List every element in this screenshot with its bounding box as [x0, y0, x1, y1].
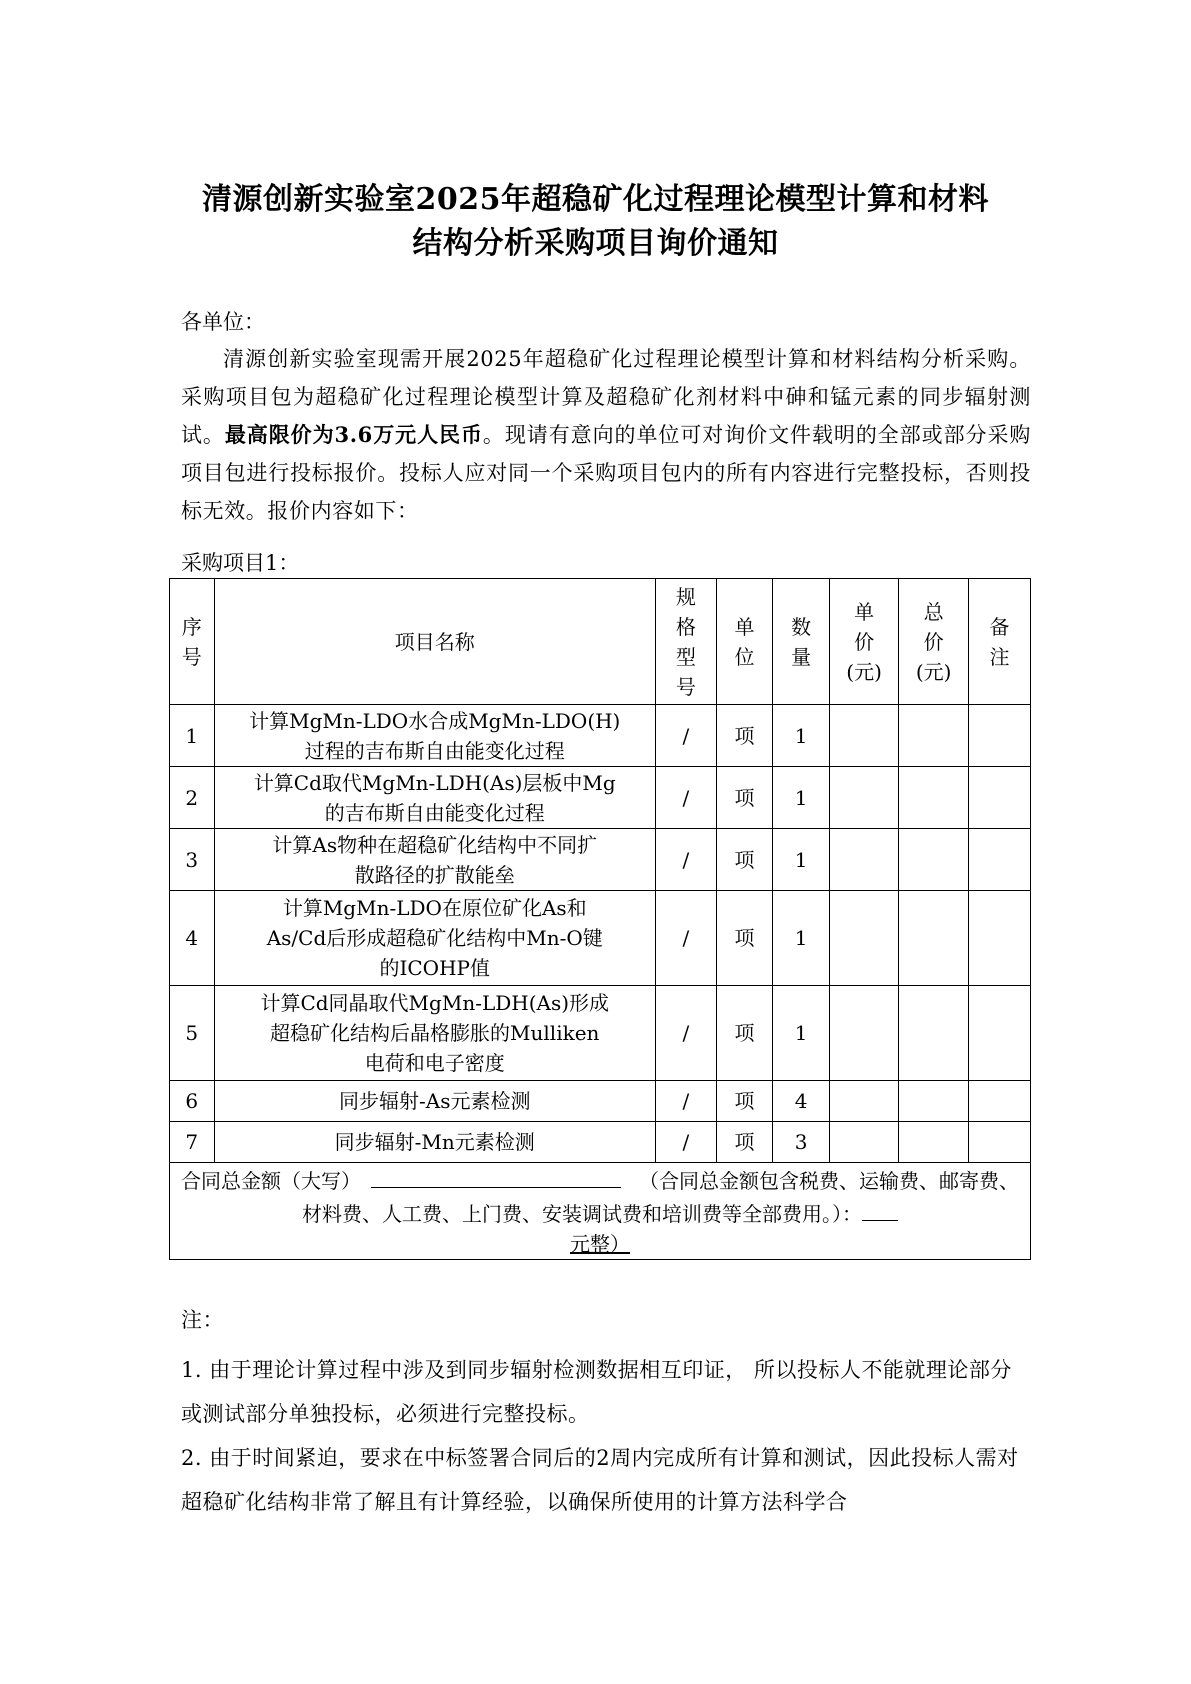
- contract-total-cell: [170, 1163, 1031, 1260]
- table-row: 2 计算Cd取代MgMn-LDH(As)层板中Mg 的吉布斯自由能变化过程 / 项 1: [170, 767, 1031, 829]
- table-row: 1 计算MgMn-LDO水合成MgMn-LDO(H) 过程的吉布斯自由能变化过程 / 项 1: [170, 705, 1031, 767]
- title-line-2: 结构分析采购项目询价通知: [412, 226, 779, 261]
- procurement-item-heading: 采购项目1：: [181, 551, 300, 575]
- header-unit-price: 单 价 (元): [829, 579, 899, 705]
- title-line-1: 清源创新实验室2025年超稳矿化过程理论模型计算和材料: [202, 182, 989, 217]
- table-header-row: [170, 579, 1031, 705]
- contract-total-label: 合同总金额（大写）: [181, 1169, 361, 1193]
- max-price-text: 最高限价为3.6万元人民币: [224, 422, 483, 447]
- quotation-table: [169, 578, 1031, 1260]
- intro-paragraph: [181, 340, 1031, 530]
- header-total-price: 总 价 (元): [899, 579, 969, 705]
- header-spec: 规 格 型 号: [655, 579, 716, 705]
- contract-total-row: [170, 1163, 1031, 1260]
- header-unit: 单 位: [716, 579, 773, 705]
- header-name: 项目名称: [214, 579, 655, 705]
- intro-text-1: 清源创新实验室现需开展2025年超稳矿化过程理论模型计算和材料结构分析采购。采购项目包为超稳矿化过程理论模型计算及超稳矿化剂材料中砷和锰元素的同步辐射测试。: [181, 347, 1031, 447]
- table-row: 5 计算Cd同晶取代MgMn-LDH(As)形成 超稳矿化结构后晶格膨胀的Mulliken 电荷和电子密度 / 项 1: [170, 986, 1031, 1081]
- table-row: 6 同步辐射-As元素检测 / 项 4: [170, 1081, 1031, 1122]
- header-qty: 数 量: [773, 579, 830, 705]
- header-seq: 序 号: [170, 579, 215, 705]
- table-row: 3 计算As物种在超稳矿化结构中不同扩 散路径的扩散能垒 / 项 1: [170, 829, 1031, 891]
- note-2: 2. 由于时间紧迫，要求在中标签署合同后的2周内完成所有计算和测试，因此投标人需对超稳矿化结构非常了解且有计算经验，以确保所使用的计算方法科学合: [181, 1446, 1019, 1514]
- amount-blank-small[interactable]: [862, 1196, 898, 1221]
- document-title: [150, 178, 1041, 266]
- contract-total-suffix: 元整）: [570, 1232, 630, 1256]
- greeting: 各单位：: [181, 310, 265, 334]
- contract-total-note: （合同总金额包含税费、运输费、邮寄费、材料费、人工费、上门费、安装调试费和培训费等全部费用。）：: [302, 1169, 1019, 1226]
- amount-blank[interactable]: [371, 1163, 621, 1188]
- table-row: 7 同步辐射-Mn元素检测 / 项 3: [170, 1122, 1031, 1163]
- table-row: 4 计算MgMn-LDO在原位矿化As和 As/Cd后形成超稳矿化结构中Mn-O键 的ICOHP值 / 项 1: [170, 891, 1031, 986]
- notes-label: 注：: [181, 1308, 224, 1332]
- header-remark: 备 注: [968, 579, 1030, 705]
- note-1: 1. 由于理论计算过程中涉及到同步辐射检测数据相互印证， 所以投标人不能就理论部分或测试部分单独投标，必须进行完整投标。: [181, 1358, 1012, 1426]
- intro-text-2: 。现请有意向的单位可对询价文件载明的全部或部分采购项目包进行投标报价。投标人应对同一个采购项目包内的所有内容进行完整投标，否则投标无效。报价内容如下：: [181, 423, 1031, 523]
